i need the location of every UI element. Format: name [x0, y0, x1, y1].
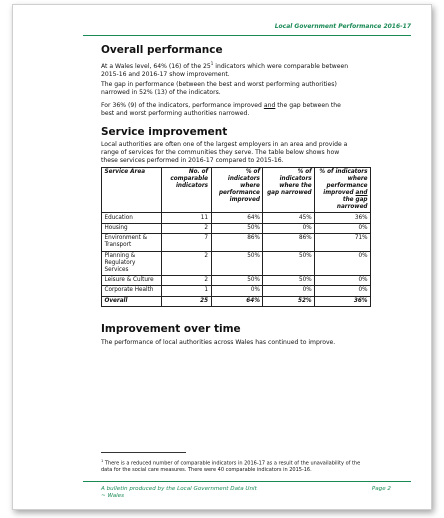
header-gap-narrowed: % of indicators where the gap narrowed: [263, 168, 315, 213]
cell-count: 25: [161, 296, 211, 306]
overall-p3-and: and: [263, 102, 276, 109]
cell-area: Overall: [102, 296, 162, 306]
table-overall-row: [102, 296, 371, 306]
table-row: [102, 213, 371, 223]
table-row: [102, 251, 371, 275]
cell-both: 0%: [315, 275, 371, 285]
header-both-and: and: [355, 190, 368, 197]
running-header-title: Local Government Performance 2016-17: [274, 23, 411, 30]
cell-gap: 50%: [263, 275, 315, 285]
header-rule: [83, 35, 411, 36]
cell-both: 71%: [315, 234, 371, 251]
cell-gap: 52%: [263, 296, 315, 306]
cell-gap: 50%: [263, 251, 315, 275]
header-both-b: the gap narrowed: [336, 197, 368, 211]
cell-count: 1: [161, 286, 211, 296]
cell-count: 11: [161, 213, 211, 223]
cell-improved: 86%: [211, 234, 263, 251]
cell-count: 2: [161, 275, 211, 285]
overall-p1-text-a: At a Wales level, 64% (16) of the 25: [101, 63, 211, 71]
cell-area: Environment & Transport: [102, 234, 162, 251]
header-service-area: Service Area: [102, 168, 162, 213]
service-table: [101, 167, 371, 307]
service-intro: Local authorities are often one of the largest employers in an area and provide a range of services for the communities they serve. The table below shows how these services performed in 2016-17 compared to 2015-16.: [101, 141, 348, 165]
footnote-number: 1: [101, 459, 104, 463]
footer-credit: A bulletin produced by the Local Government Data Unit ~ Wales: [101, 486, 257, 499]
document-page: [12, 4, 432, 510]
overall-paragraph-1: [101, 60, 351, 79]
cell-gap: 0%: [263, 286, 315, 296]
table-row: [102, 275, 371, 285]
cell-count: 2: [161, 251, 211, 275]
cell-area: Education: [102, 213, 162, 223]
footnote-rule: [101, 452, 186, 453]
overall-p3-text-a: For 36% (9) of the indicators, performance improved: [101, 102, 264, 109]
improvement-text: The performance of local authorities across Wales has continued to improve.: [101, 339, 336, 346]
cell-gap: 45%: [263, 213, 315, 223]
cell-improved: 64%: [211, 296, 263, 306]
overall-paragraph-2: The gap in performance (between the best and worst performing authorities) narrowed in 52% (13) of the indicators.: [101, 81, 337, 97]
cell-improved: 50%: [211, 223, 263, 233]
cell-both: 36%: [315, 213, 371, 223]
cell-both: 0%: [315, 251, 371, 275]
overall-paragraph-3: [101, 102, 351, 118]
footnote-ref: 1: [210, 61, 214, 66]
section-heading-service: Service improvement: [101, 126, 228, 138]
cell-area: Planning & Regulatory Services: [102, 251, 162, 275]
header-improved: % of indicators where performance improved: [211, 168, 263, 213]
cell-both: 36%: [315, 296, 371, 306]
cell-count: 2: [161, 223, 211, 233]
cell-both: 0%: [315, 223, 371, 233]
cell-area: Leisure & Culture: [102, 275, 162, 285]
section-heading-improvement: Improvement over time: [101, 323, 241, 335]
cell-gap: 86%: [263, 234, 315, 251]
header-comparable-count: No. of comparable indicators: [161, 168, 211, 213]
overall-p3-text-b: the gap between the best and worst performing authorities narrowed.: [101, 102, 341, 118]
table-row: [102, 234, 371, 251]
cell-gap: 0%: [263, 223, 315, 233]
page-number: Page 2: [371, 486, 391, 492]
cell-area: Corporate Health: [102, 286, 162, 296]
table-header-row: [102, 168, 371, 213]
cell-count: 7: [161, 234, 211, 251]
cell-area: Housing: [102, 223, 162, 233]
section-heading-overall: Overall performance: [101, 44, 223, 56]
table-row: [102, 223, 371, 233]
header-both-a: % of indicators where performance improved: [319, 169, 368, 197]
overall-p1-text-b: indicators which were comparable between 2015-16 and 2016-17 show improvement.: [101, 63, 349, 79]
cell-improved: 50%: [211, 251, 263, 275]
footnote: [101, 458, 361, 473]
cell-both: 0%: [315, 286, 371, 296]
table-row: [102, 286, 371, 296]
cell-improved: 64%: [211, 213, 263, 223]
cell-improved: 0%: [211, 286, 263, 296]
footnote-text: There is a reduced number of comparable indicators in 2016-17 as a result of the unavailability of the data for the social care measures. There were 40 comparable indicators in 2015-16.: [101, 460, 361, 474]
header-improved-and-gap: [315, 168, 371, 213]
footer-rule: [83, 481, 411, 482]
cell-improved: 50%: [211, 275, 263, 285]
